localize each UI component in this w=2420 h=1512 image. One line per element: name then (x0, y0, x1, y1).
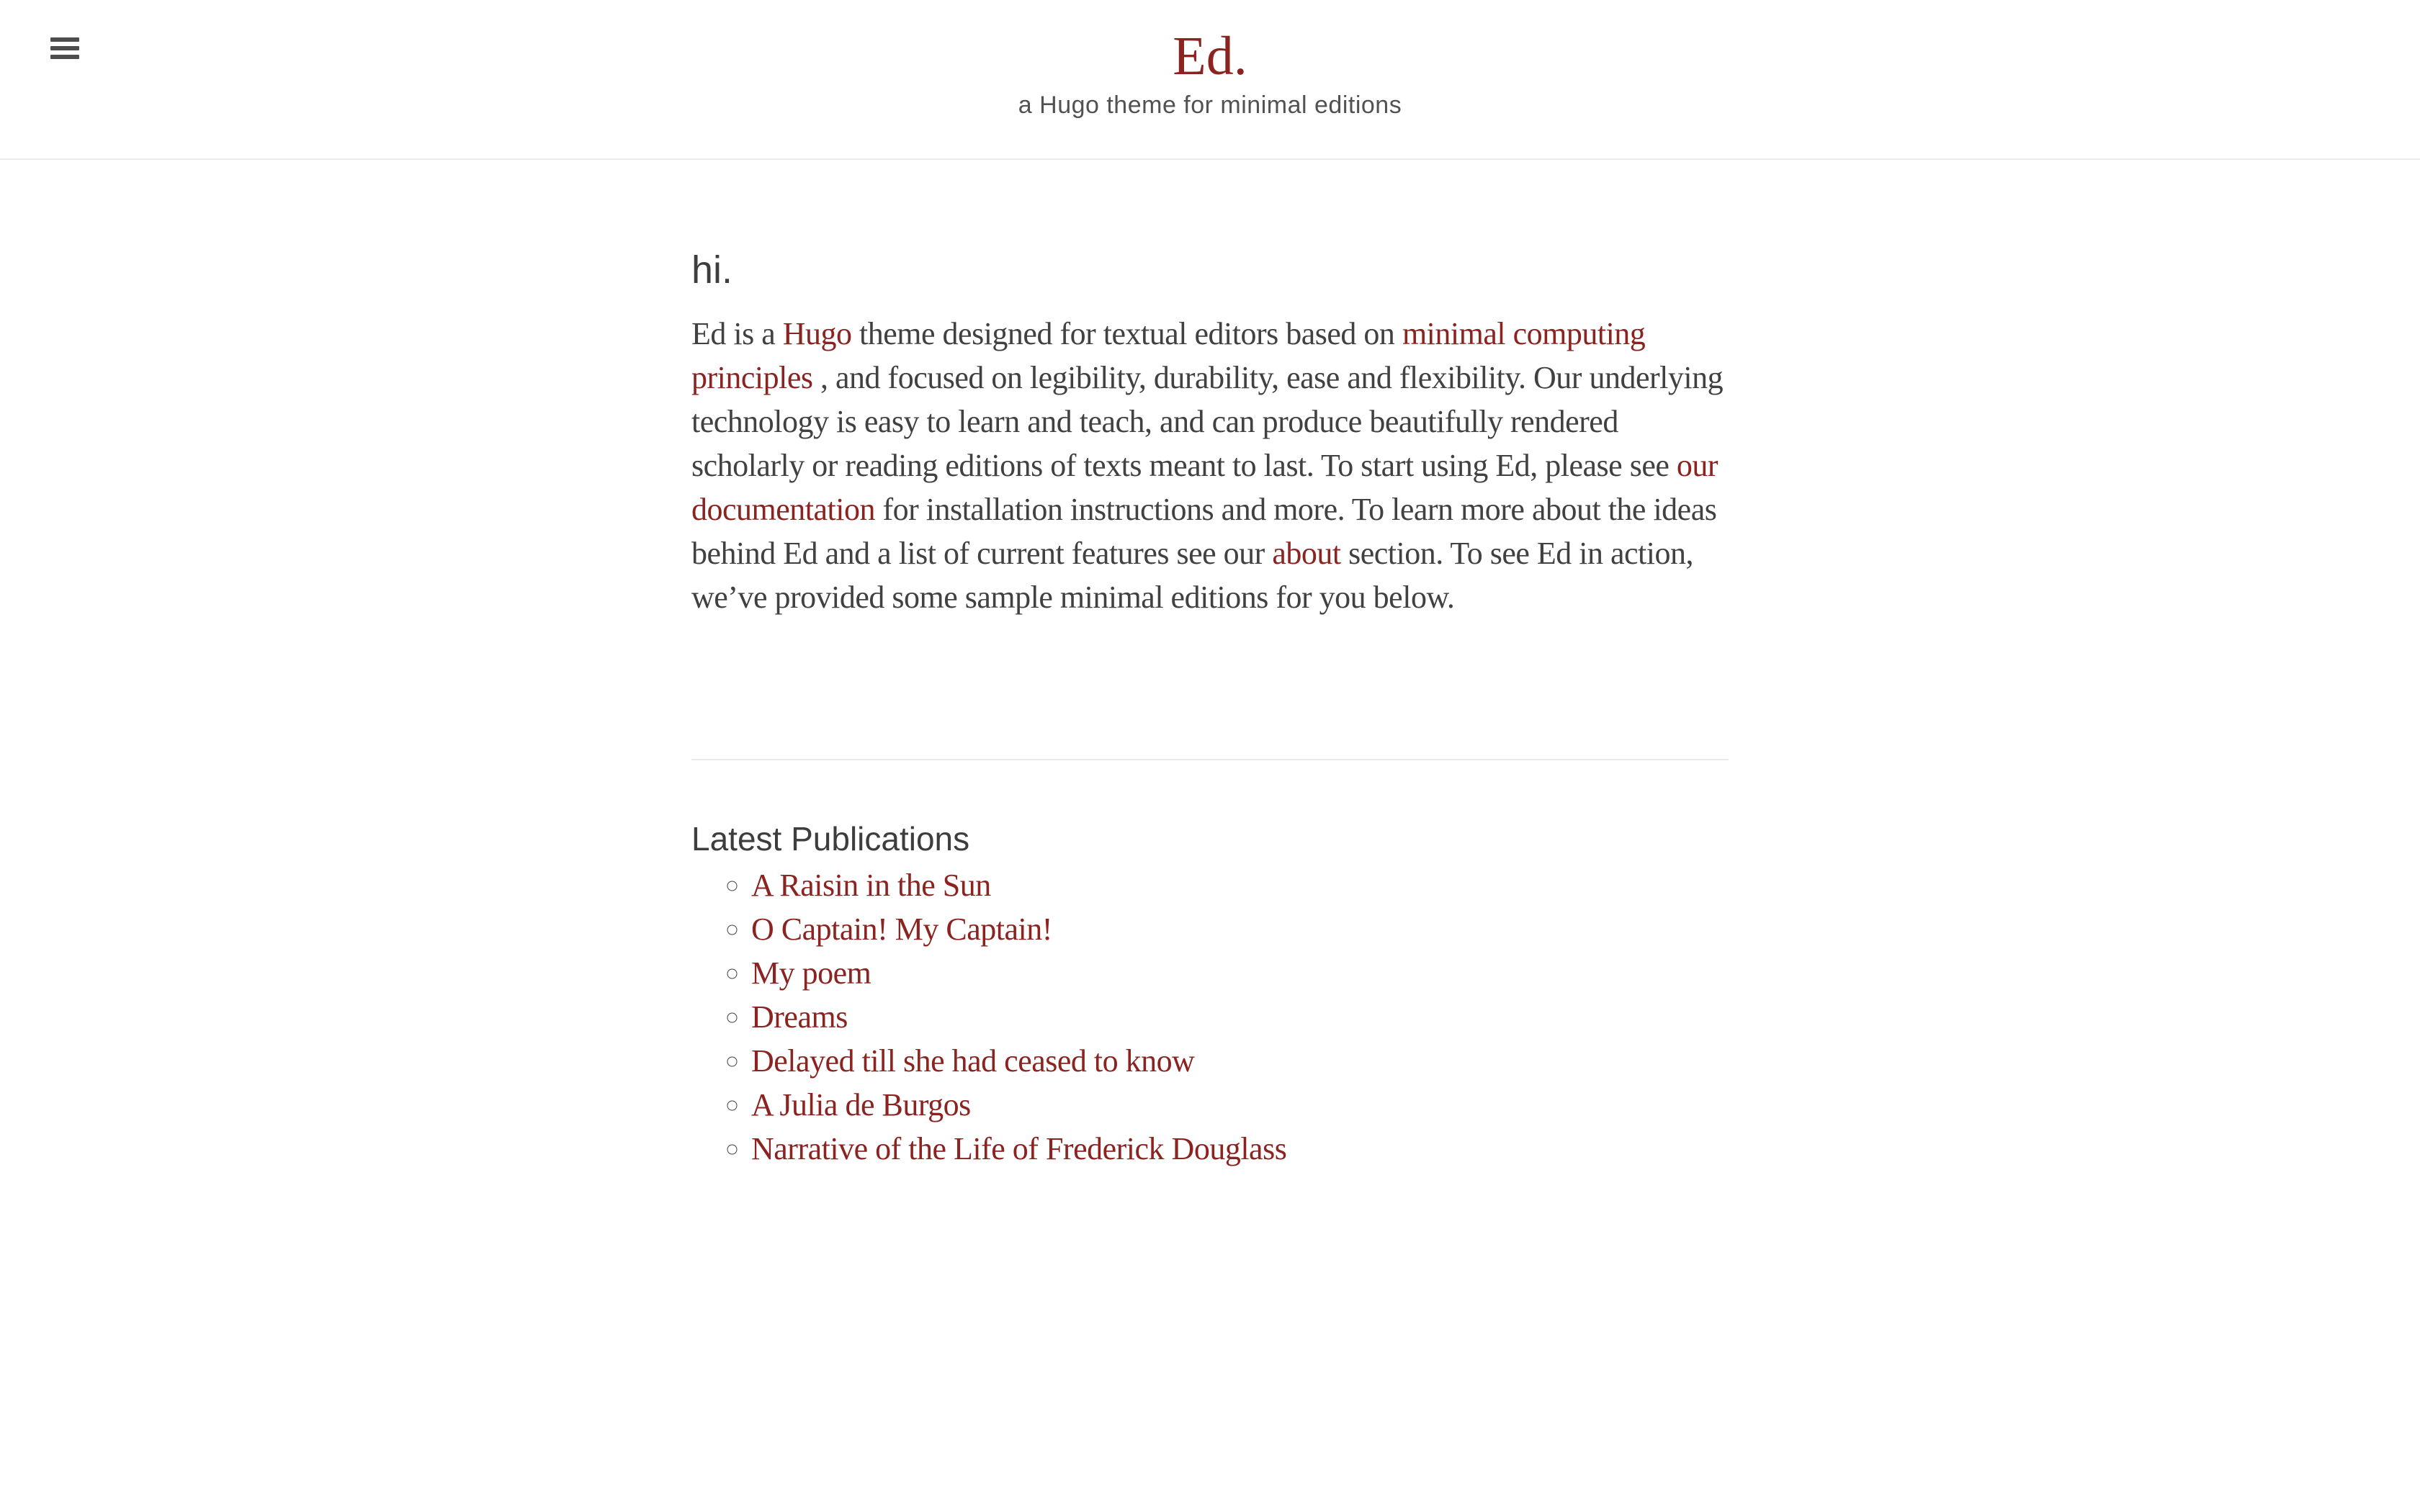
list-item (751, 1127, 1729, 1171)
intro-link[interactable]: our documentation (691, 448, 1718, 528)
list-item (751, 995, 1729, 1039)
hamburger-icon (50, 55, 79, 59)
publication-link[interactable]: Narrative of the Life of Frederick Douglass (751, 1130, 1287, 1166)
intro-text: Ed is a (691, 316, 783, 352)
intro-paragraph (691, 312, 1729, 619)
intro-text: section. To see Ed in action, we’ve provided some sample minimal editions for you below. (691, 536, 1694, 616)
list-item (751, 907, 1729, 951)
intro-link[interactable]: about (1272, 536, 1341, 572)
publication-link[interactable]: Delayed till she had ceased to know (751, 1043, 1195, 1079)
intro-link[interactable]: Hugo (782, 316, 852, 352)
intro-text: , and focused on legibility, durability, ease and flexibility. Our underlying technology is easy to learn and teach, and can produce beautifully rendered scholarly or reading editions of texts meant to last. To start using Ed, please see (691, 360, 1724, 484)
publication-link[interactable]: O Captain! My Captain! (751, 911, 1052, 947)
site-subtitle: a Hugo theme for minimal editions (1018, 91, 1402, 119)
intro-text: theme designed for textual editors based on (851, 316, 1402, 352)
publication-link[interactable]: My poem (751, 955, 871, 991)
section-divider (691, 759, 1729, 760)
list-item (751, 951, 1729, 995)
hamburger-icon (50, 37, 79, 42)
intro-text: for installation instructions and more. To learn more about the ideas behind Ed and a list of current features see our (691, 492, 1717, 572)
publication-link[interactable]: A Julia de Burgos (751, 1086, 971, 1122)
site-header (0, 0, 2420, 160)
publication-link[interactable]: A Raisin in the Sun (751, 867, 991, 903)
page-title: hi. (691, 248, 733, 292)
publications-heading: Latest Publications (691, 820, 970, 858)
intro-link[interactable]: minimal computing principles (691, 316, 1646, 396)
menu-button[interactable] (50, 37, 79, 59)
hamburger-icon (50, 46, 79, 50)
list-item (751, 1083, 1729, 1127)
site-title: Ed. (1173, 26, 1247, 86)
publications-list (691, 863, 1729, 1171)
publication-link[interactable]: Dreams (751, 999, 848, 1035)
list-item (751, 863, 1729, 907)
list-item (751, 1039, 1729, 1083)
content (691, 249, 1729, 1171)
